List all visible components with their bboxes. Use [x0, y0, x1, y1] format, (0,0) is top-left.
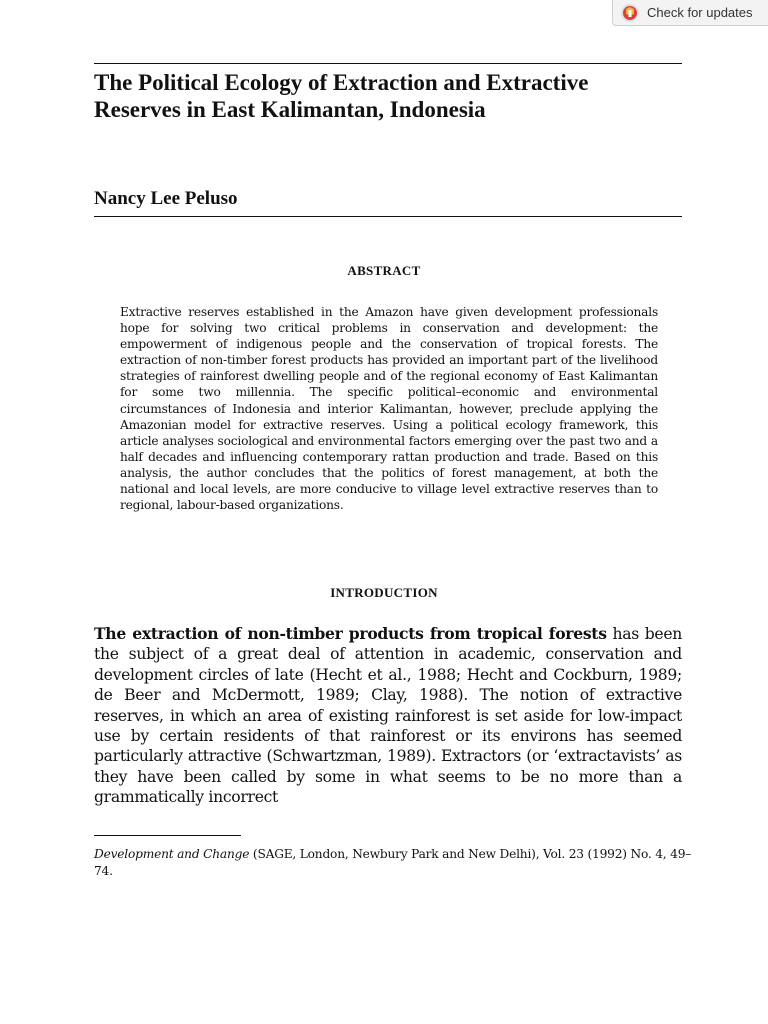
author-rule: [94, 216, 682, 217]
author-name: Nancy Lee Peluso: [94, 188, 238, 209]
abstract-heading: ABSTRACT: [347, 263, 421, 278]
top-rule: [94, 63, 682, 64]
abstract-text: Extractive reserves established in the Amazon have given development professionals hope for solving two critical problems in conservation and development: the empowerment of indigenous people and the conservation of tropical forests. The extraction of non-timber forest products has provided an important part of the livelihood strategies of rainforest dwelling people and of the regional economy of East Kalimantan for some two millennia. The specific political–economic and environmental circumstances of Indonesia and interior Kalimantan, however, preclude applying the Amazonian model for extractive reserves. Using a political ecology framework, this article analyses sociological and environmental factors emerging over the past two and a half decades and influencing contemporary rattan production and trade. Based on this analysis, the author concludes that the politics of forest management, at both the national and local levels, are more conducive to village level extractive reserves than to regional, labour-based organizations.: [120, 305, 658, 513]
introduction-lead: The extraction of non-timber products from tropical forests: [94, 624, 607, 643]
check-for-updates-icon: [620, 3, 640, 23]
introduction-heading: INTRODUCTION: [330, 585, 438, 600]
introduction-paragraph: [94, 624, 682, 808]
footnote: [94, 846, 694, 879]
article-title: The Political Ecology of Extraction and Extractive Reserves in East Kalimantan, Indonesia: [94, 70, 589, 122]
journal-details: (SAGE, London, Newbury Park and New Delhi), Vol. 23 (1992) No. 4, 49–74.: [94, 847, 692, 878]
check-for-updates-label: Check for updates: [647, 5, 753, 20]
journal-name: Development and Change: [94, 847, 250, 861]
introduction-text: has been the subject of a great deal of attention in academic, conservation and development circles of late (Hecht et al., 1988; Hecht and Cockburn, 1989; de Beer and McDermott, 1989; Clay, 1988). The notion of extractive reserves, in which an area of existing rainforest is set aside for low-impact use by certain residents of that rainforest or its environs has seemed particularly attractive (Schwartzman, 1989). Extractors (or ‘extractavists’ as they have been called by some in what seems to be no more than a grammatically incorrect: [94, 625, 682, 807]
check-for-updates-badge[interactable]: [612, 0, 768, 26]
footnote-rule: [94, 835, 241, 836]
